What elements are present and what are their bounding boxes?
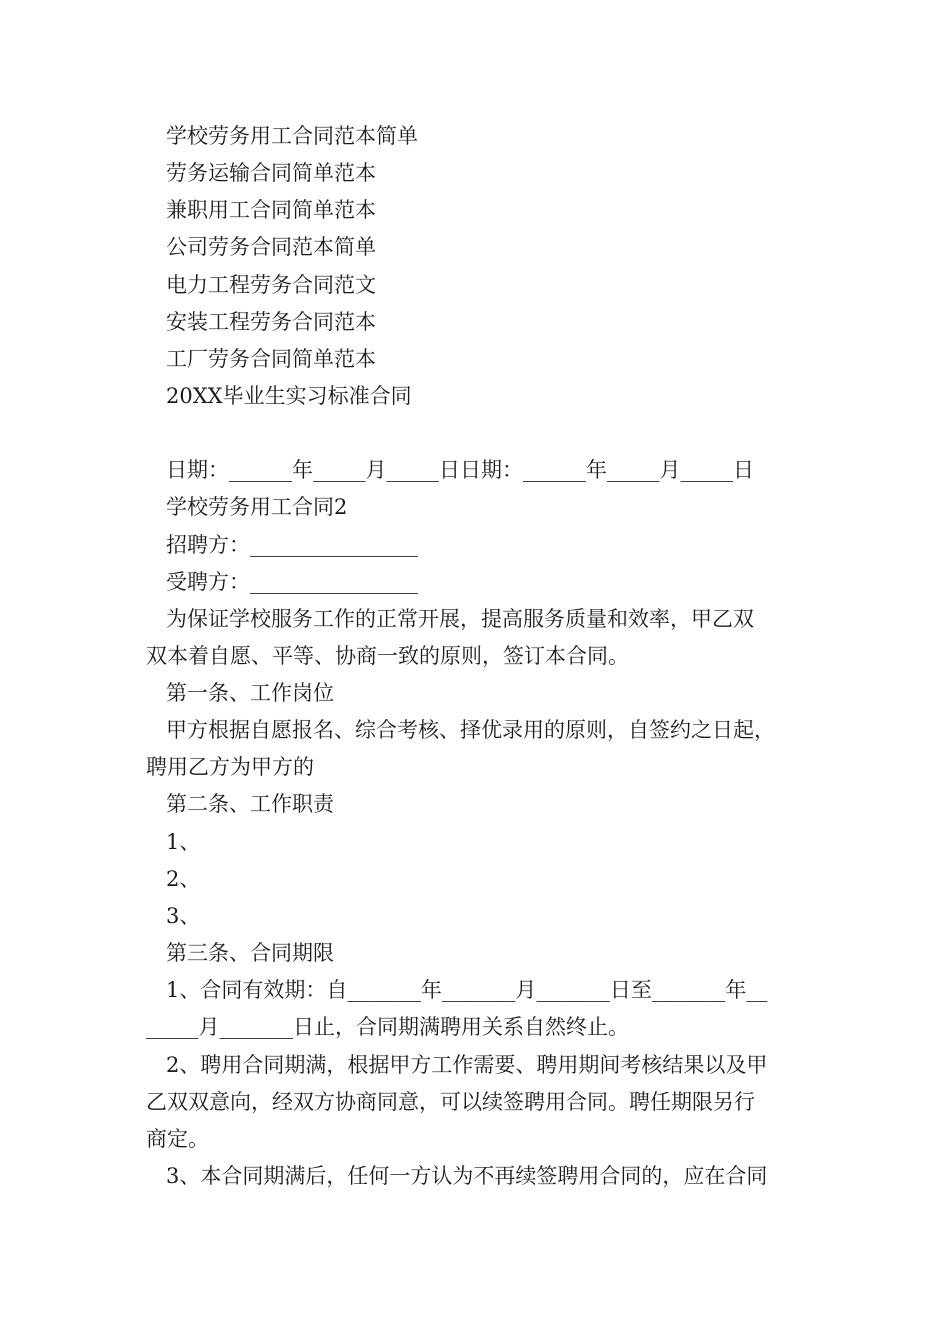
term-text: 乙双双意向，经双方协商同意，可以续签聘用合同。聘任期限另行 [146, 1090, 755, 1114]
date-line: 日期：______年_____月_____日日期：______年_____月_____日 [166, 458, 754, 482]
related-title: 安装工程劳务合同范本 [166, 310, 376, 334]
term-text: 2、聘用合同期满，根据甲方工作需要、聘用期间考核结果以及甲 [166, 1053, 768, 1077]
related-title: 20XX毕业生实习标准合同 [166, 384, 412, 408]
related-title: 劳务运输合同简单范本 [166, 161, 376, 185]
related-title: 兼职用工合同简单范本 [166, 198, 376, 222]
article-text: 甲方根据自愿报名、综合考核、择优录用的原则，自签约之日起， [166, 718, 775, 742]
related-title: 公司劳务合同范本简单 [166, 235, 376, 259]
related-title: 学校劳务用工合同范本简单 [166, 124, 418, 148]
preamble-line: 双本着自愿、平等、协商一致的原则，签订本合同。 [146, 644, 629, 668]
preamble-line: 为保证学校服务工作的正常开展，提高服务质量和效率，甲乙双 [166, 607, 754, 631]
employer-line: 招聘方：________________ [166, 533, 418, 557]
article-heading: 第一条、工作岗位 [166, 681, 334, 705]
related-title: 电力工程劳务合同范文 [166, 273, 376, 297]
duty-item: 1、 [166, 830, 201, 854]
term-text: 商定。 [146, 1127, 209, 1151]
term-text: 3、本合同期满后，任何一方认为不再续签聘用合同的，应在合同 [166, 1164, 768, 1188]
article-heading: 第三条、合同期限 [166, 941, 334, 965]
employee-line: 受聘方：________________ [166, 570, 418, 594]
article-heading: 第二条、工作职责 [166, 792, 334, 816]
term-text: 1、合同有效期：自_______年_______月_______日至_______年__ [166, 978, 768, 1002]
duty-item: 3、 [166, 904, 201, 928]
article-text: 聘用乙方为甲方的 [146, 755, 314, 779]
related-title: 工厂劳务合同简单范本 [166, 347, 376, 371]
term-text: _____月_______日止，合同期满聘用关系自然终止。 [146, 1015, 629, 1039]
duty-item: 2、 [166, 867, 201, 891]
contract-title: 学校劳务用工合同2 [166, 495, 348, 519]
